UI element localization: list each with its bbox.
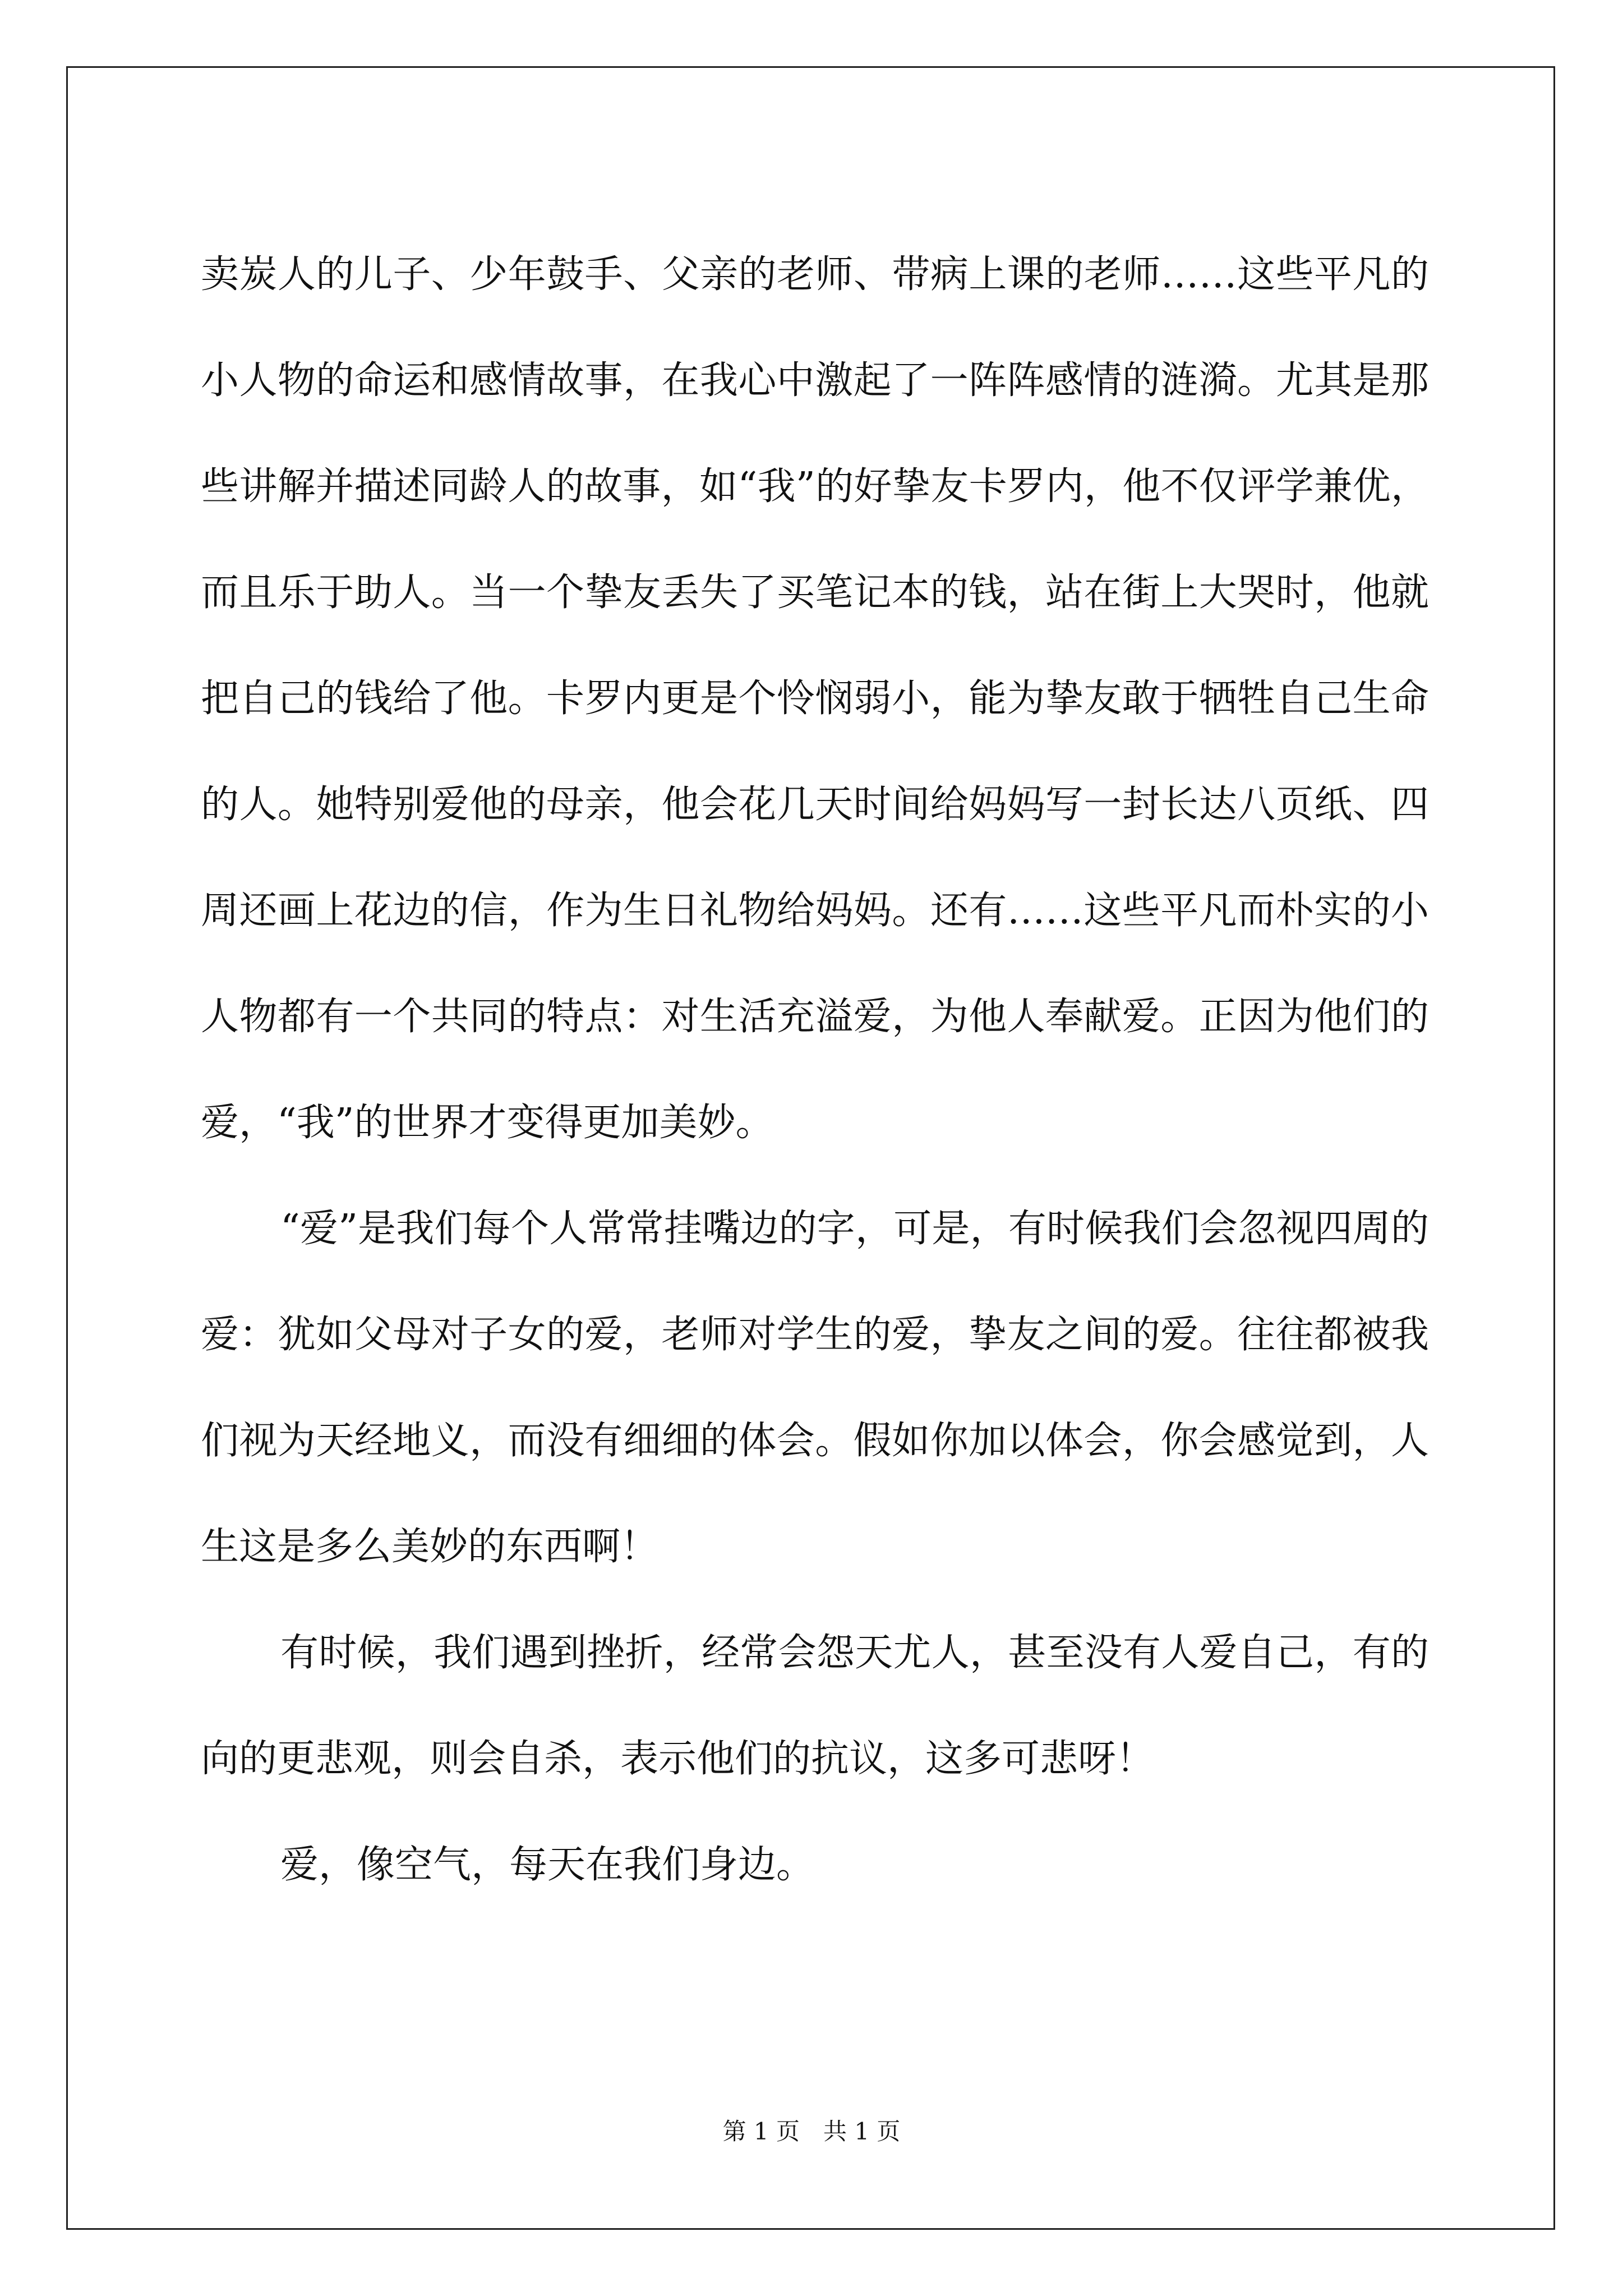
paragraph-2: “爱”是我们每个人常常挂嘴边的字，可是，有时候我们会忽视四周的爱：犹如父母对子女的爱，老师对学生的爱，挚友之间的爱。往往都被我们视为天经地义，而没有细细的体会。假如你加以体会，你会感觉到，人生这是多么美妙的东西啊！ (201, 1207, 1429, 1569)
paragraph-3: 有时候，我们遇到挫折，经常会怨天尤人，甚至没有人爱自己，有的向的更悲观，则会自杀，表示他们的抗议，这多可悲呀！ (201, 1631, 1429, 1781)
page-footer: 第 1 页 共 1 页 (722, 2118, 901, 2145)
paragraph-1: 卖炭人的儿子、少年鼓手、父亲的老师、带病上课的老师……这些平凡的小人物的命运和感情故事，在我心中激起了一阵阵感情的涟漪。尤其是那些讲解并描述同龄人的故事，如“我”的好挚友卡罗内，他不仅评学兼优，而且乐于助人。当一个挚友丢失了买笔记本的钱，站在街上大哭时，他就把自己的钱给了他。卡罗内更是个怜悯弱小，能为挚友敢于牺牲自己生命的人。她特别爱他的母亲，他会花几天时间给妈妈写一封长达八页纸、四周还画上花边的信，作为生日礼物给妈妈。还有……这些平凡而朴实的小人物都有一个共同的特点：对生活充溢爱，为他人奉献爱。正因为他们的爱，“我”的世界才变得更加美妙。 (201, 252, 1429, 1145)
paragraph-4: 爱，像空气，每天在我们身边。 (280, 1843, 815, 1887)
document-body (201, 222, 1429, 1918)
